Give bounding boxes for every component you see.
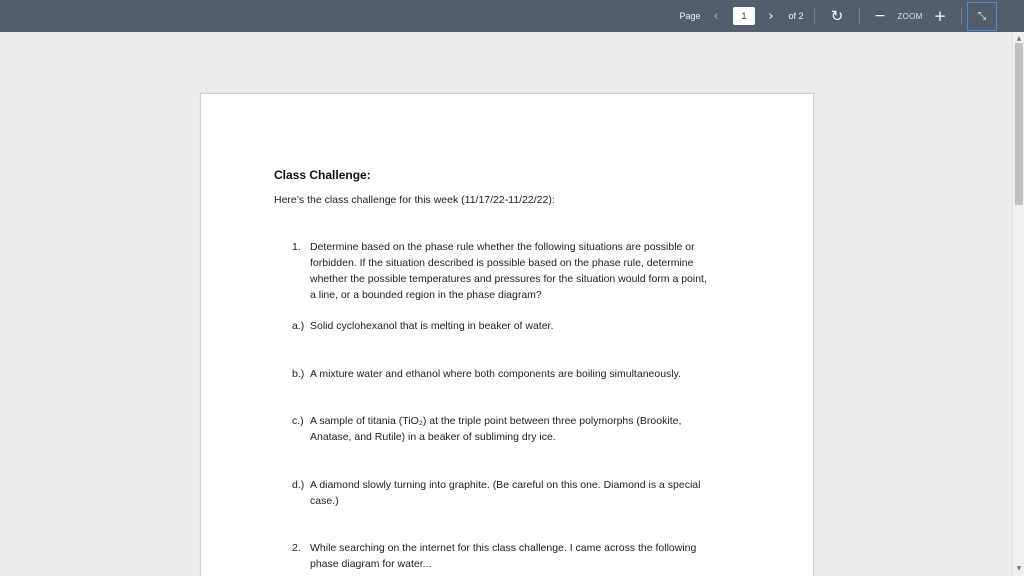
previous-page-button[interactable]: ‹ <box>713 8 719 24</box>
collapse-arrows-icon: ⤡ <box>978 11 986 22</box>
scroll-up-arrow-icon[interactable]: ▲ <box>1016 35 1022 42</box>
question-1-line: Determine based on the phase rule whether the following situations are possible or <box>310 241 695 253</box>
item-label: b.) <box>292 368 305 380</box>
question-1-line: whether the possible temperatures and pressures for the situation would form a point, <box>310 273 707 285</box>
item-a-text: Solid cyclohexanol that is melting in beaker of water. <box>310 320 554 332</box>
question-1-line: forbidden. If the situation described is possible based on the phase rule, determine <box>310 257 694 269</box>
question-number: 2. <box>292 542 301 554</box>
document-page <box>200 93 814 576</box>
reset-rotate-icon[interactable]: ↻ <box>830 7 844 25</box>
intro-text: Here’s the class challenge for this week (11/17/22-11/22/22): <box>274 194 555 206</box>
item-c-text: Anatase, and Rutile) in a beaker of subliming dry ice. <box>310 431 556 443</box>
item-d-text: case.) <box>310 495 339 507</box>
vertical-scrollbar[interactable] <box>1012 32 1024 576</box>
pdf-toolbar <box>0 0 1024 32</box>
scroll-thumb[interactable] <box>1015 43 1023 205</box>
scroll-down-arrow-icon[interactable]: ▼ <box>1016 565 1022 572</box>
question-number: 1. <box>292 241 301 253</box>
next-page-button[interactable]: › <box>768 8 774 24</box>
document-title: Class Challenge: <box>274 168 371 182</box>
toolbar-divider <box>814 8 815 24</box>
zoom-in-button[interactable]: + <box>933 7 947 25</box>
page-label: Page <box>679 11 701 21</box>
page-number-input[interactable] <box>733 7 755 25</box>
fit-page-button[interactable] <box>967 2 997 31</box>
total-pages-label: of 2 <box>788 11 804 21</box>
zoom-out-button[interactable]: − <box>874 8 886 24</box>
item-label: d.) <box>292 479 305 491</box>
toolbar-divider <box>961 8 962 24</box>
zoom-label: ZOOM <box>897 11 923 21</box>
item-d-text: A diamond slowly turning into graphite. (Be careful on this one. Diamond is a special <box>310 479 701 491</box>
item-b-text: A mixture water and ethanol where both components are boiling simultaneously. <box>310 368 682 380</box>
toolbar-divider <box>859 8 860 24</box>
item-label: c.) <box>292 415 304 427</box>
item-label: a.) <box>292 320 305 332</box>
item-c-text: A sample of titania (TiO₂) at the triple point between three polymorphs (Brookite, <box>310 415 682 427</box>
question-1-line: a line, or a bounded region in the phase diagram? <box>310 289 542 301</box>
question-2-line: phase diagram for water... <box>310 558 432 570</box>
question-2-line: While searching on the internet for this class challenge. I came across the following <box>310 542 697 554</box>
